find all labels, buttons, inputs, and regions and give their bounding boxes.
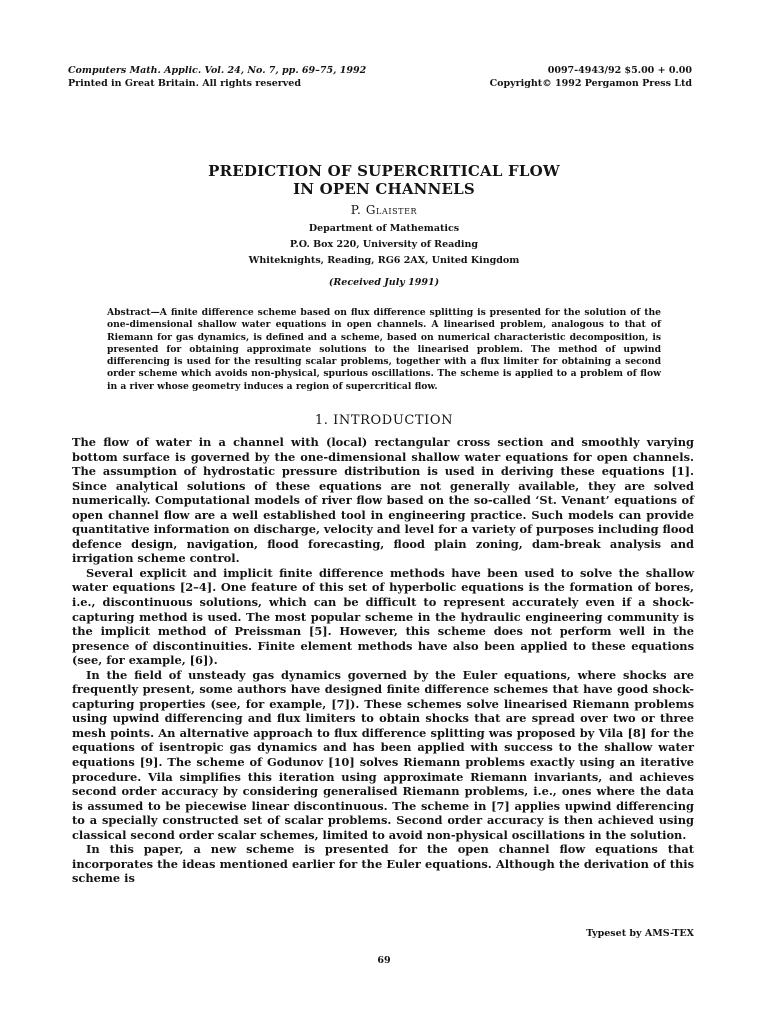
affiliation-address-1: P.O. Box 220, University of Reading	[289, 239, 479, 250]
section-heading: 1. INTRODUCTION	[314, 413, 454, 428]
abstract	[107, 307, 661, 393]
received-date: (Received July 1991)	[328, 277, 440, 288]
affiliation	[0, 221, 768, 269]
title-line-2: IN OPEN CHANNELS	[293, 180, 475, 198]
title-line-1: PREDICTION OF SUPERCRITICAL FLOW	[208, 162, 560, 180]
abstract-text: —A finite difference scheme based on flux difference splitting is presented for the solution of the one-dimensional shallow water equations in open channels. A linearised problem, analogous to that of Riemann for gas dynamics, is defined and a scheme, based on numerical characteristic decomposition, is presented for obtaining approximate solutions to the linearised problem. The method of upwind differencing is used for the resulting scalar problems, together with a flux limiter for obtaining a second order scheme which avoids non-physical, spurious oscillations. The scheme is applied to a problem of flow in a river whose geometry induces a region of supercritical flow.	[107, 307, 661, 392]
journal-citation	[68, 64, 366, 90]
paragraph: In this paper, a new scheme is presented for the open channel flow equations that incorporates the ideas mentioned earlier for the Euler equations. Although the derivation of this scheme is	[72, 842, 694, 886]
printed-line: Printed in Great Britain. All rights reserved	[68, 78, 301, 89]
paper-title	[0, 162, 768, 198]
paragraph: In the field of unsteady gas dynamics governed by the Euler equations, where shocks are frequently present, some authors have designed finite difference schemes that have good shock-capturing properties (see, for example, [7]). These schemes solve linearised Riemann problems using upwind differencing and flux limiters to obtain shocks that are spread over two or three mesh points. An alternative approach to flux difference splitting was proposed by Vila [8] for the equations of isentropic gas dynamics and has been applied with success to the shallow water equations [9]. The scheme of Godunov [10] solves Riemann problems exactly using an iterative procedure. Vila simplifies this iteration using approximate Riemann invariants, and achieves second order accuracy by considering generalised Riemann problems, i.e., ones where the data is assumed to be piecewise linear discontinuous. The scheme in [7] applies upwind differencing to a specially constructed set of scalar problems. Second order accuracy is then achieved using classical second order scalar schemes, limited to avoid non-physical oscillations in the solution.	[72, 667, 694, 842]
journal-line: Computers Math. Applic. Vol. 24, No. 7, pp. 69–75, 1992	[68, 65, 367, 76]
paragraph: The flow of water in a channel with (local) rectangular cross section and smoothly varying bottom surface is governed by the one-dimensional shallow water equations for open channels. The assumption of hydrostatic pressure distribution is used in deriving these equations [1]. Since analytical solutions of these equations are not generally available, they are solved numerically. Computational models of river flow based on the so-called ‘St. Venant’ equations of open channel flow are a well established tool in engineering practice. Such models can provide quantitative information on discharge, velocity and level for a variety of purposes including flood defence design, navigation, flood forecasting, flood plain zoning, dam-break analysis and irrigation scheme control.	[72, 435, 694, 566]
issn-line: 0097-4943/92 $5.00 + 0.00	[547, 65, 692, 76]
author-name: P. Glaister	[350, 203, 418, 217]
abstract-label: Abstract	[107, 307, 151, 318]
copyright-line: Copyright© 1992 Pergamon Press Ltd	[489, 78, 692, 89]
affiliation-address-2: Whiteknights, Reading, RG6 2AX, United Kingdom	[248, 255, 520, 266]
affiliation-dept: Department of Mathematics	[308, 223, 460, 234]
paragraph: Several explicit and implicit finite difference methods have been used to solve the shallow water equations [2–4]. One feature of this set of hyperbolic equations is the formation of bores, i.e., discontinuous solutions, which can be difficult to represent accurately even if a shock-capturing method is used. The most popular scheme in the hydraulic engineering community is the implicit method of Preissman [5]. However, this scheme does not perform well in the presence of discontinuities. Finite element methods have also been applied to these equations (see, for example, [6]).	[72, 565, 694, 668]
copyright-block	[490, 64, 692, 90]
page-number: 69	[377, 955, 391, 966]
body-text	[72, 435, 694, 886]
typeset-note: Typeset by AMS-TEX	[586, 928, 694, 939]
